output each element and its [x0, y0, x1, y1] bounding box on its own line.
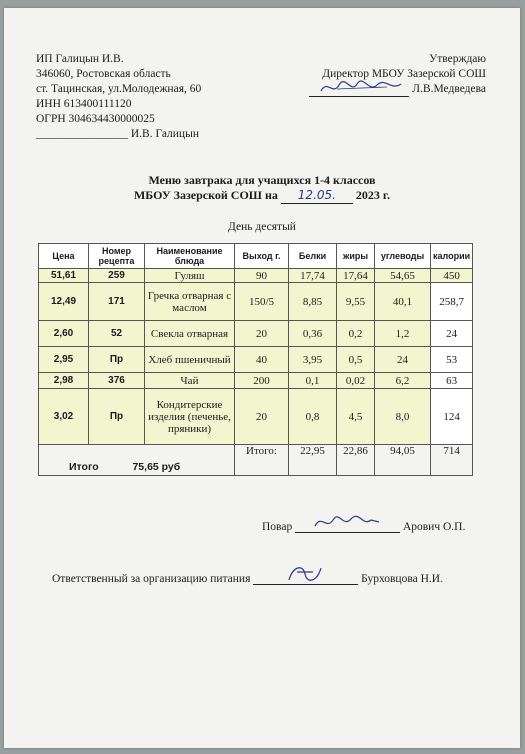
- responsible-signature-line: [52, 572, 443, 585]
- header-protein: Белки: [289, 244, 337, 269]
- header-dish: Наименование блюда: [145, 244, 235, 269]
- cell-kcal: 450: [431, 269, 473, 283]
- total-label: Итого: [69, 461, 99, 473]
- supplier-name: ИП Галицын И.В.: [36, 53, 124, 65]
- total-kcal: 714: [431, 445, 473, 476]
- header-price: Цена: [39, 244, 89, 269]
- header-recipe: Номер рецепта: [89, 244, 145, 269]
- year: 2023 г.: [355, 188, 390, 202]
- table-row: [39, 389, 473, 445]
- header-kcal: калории: [431, 244, 473, 269]
- cell-kcal: 124: [431, 389, 473, 445]
- cell-fat: 9,55: [337, 283, 375, 321]
- handwritten-date: 12.05.: [281, 188, 353, 204]
- cell-protein: 0,1: [289, 373, 337, 389]
- table-row: [39, 347, 473, 373]
- cell-yield: 90: [235, 269, 289, 283]
- cell-fat: 4,5: [337, 389, 375, 445]
- cell-price: 2,98: [39, 373, 89, 389]
- supplier-inn: ИНН 613400111120: [36, 98, 132, 110]
- responsible-signature-scribble: [283, 562, 327, 586]
- document-page: [4, 8, 520, 748]
- director-name: Л.В.Медведева: [412, 83, 486, 95]
- cell-fat: 0,5: [337, 347, 375, 373]
- school-name: МБОУ Зазерской СОШ: [133, 188, 262, 202]
- cell-carbs: 1,2: [375, 321, 431, 347]
- cell-dish: Гуляш: [145, 269, 235, 283]
- cell-recipe: 171: [89, 283, 145, 321]
- cell-protein: 8,85: [289, 283, 337, 321]
- header-fat: жиры: [337, 244, 375, 269]
- title-line-1: Меню завтрака для учащихся 1-4 классов: [148, 173, 376, 187]
- table-row: [39, 283, 473, 321]
- cell-fat: 0,02: [337, 373, 375, 389]
- total-row: [39, 445, 473, 476]
- cell-yield: 40: [235, 347, 289, 373]
- cell-kcal: 24: [431, 321, 473, 347]
- total-carbs: 94,05: [375, 445, 431, 476]
- cell-recipe: Пр: [89, 347, 145, 373]
- cell-carbs: 6,2: [375, 373, 431, 389]
- menu-title: [4, 173, 520, 204]
- cell-carbs: 54,65: [375, 269, 431, 283]
- cell-dish: Хлеб пшеничный: [145, 347, 235, 373]
- header-carbs: углеводы: [375, 244, 431, 269]
- approval-position: Директор МБОУ Зазерской СОШ: [322, 68, 486, 80]
- approval-block: [309, 52, 486, 97]
- cell-protein: 17,74: [289, 269, 337, 283]
- cell-fat: 0,2: [337, 321, 375, 347]
- cell-yield: 200: [235, 373, 289, 389]
- table-row: [39, 321, 473, 347]
- approval-signature-row: [309, 82, 486, 97]
- cell-kcal: 258,7: [431, 283, 473, 321]
- supplier-address-2: ст. Тацинская, ул.Молодежная, 60: [36, 83, 202, 95]
- cell-carbs: 24: [375, 347, 431, 373]
- supplier-block: [36, 52, 201, 142]
- cell-price: 51,61: [39, 269, 89, 283]
- cell-dish: Кондитерские изделия (печенье, пряники): [145, 389, 235, 445]
- cell-price: 3,02: [39, 389, 89, 445]
- date-preposition: на: [264, 188, 278, 202]
- cell-price: 2,60: [39, 321, 89, 347]
- total-protein: 22,95: [289, 445, 337, 476]
- title-line-2: [4, 188, 520, 204]
- table-row: [39, 269, 473, 283]
- supplier-ogrn: ОГРН 304634430000025: [36, 113, 155, 125]
- cell-carbs: 8,0: [375, 389, 431, 445]
- cell-recipe: Пр: [89, 389, 145, 445]
- cell-protein: 0,36: [289, 321, 337, 347]
- total-label-2: Итого:: [235, 445, 289, 476]
- cell-protein: 0,8: [289, 389, 337, 445]
- cell-kcal: 63: [431, 373, 473, 389]
- day-label: День десятый: [228, 221, 296, 233]
- table-row: [39, 373, 473, 389]
- cook-name: Арович О.П.: [402, 521, 466, 533]
- cell-yield: 150/5: [235, 283, 289, 321]
- cell-carbs: 40,1: [375, 283, 431, 321]
- director-signature: [309, 82, 409, 97]
- responsible-label: Ответственный за организацию питания: [52, 573, 251, 585]
- cell-yield: 20: [235, 389, 289, 445]
- header-yield: Выход г.: [235, 244, 289, 269]
- director-signature-scribble: [317, 76, 405, 98]
- cell-recipe: 259: [89, 269, 145, 283]
- cell-yield: 20: [235, 321, 289, 347]
- supplier-signature-line: ________________ И.В. Галицын: [36, 128, 199, 140]
- cook-signature-scribble: [313, 512, 383, 532]
- cell-dish: Чай: [145, 373, 235, 389]
- total-price-cell: [39, 445, 235, 476]
- table-header-row: [39, 244, 473, 269]
- approval-word: Утверждаю: [429, 53, 486, 65]
- cell-protein: 3,95: [289, 347, 337, 373]
- cook-signature: [295, 520, 400, 533]
- cook-signature-line: [262, 520, 465, 533]
- cell-price: 2,95: [39, 347, 89, 373]
- supplier-address-1: 346060, Ростовская область: [36, 68, 171, 80]
- cell-kcal: 53: [431, 347, 473, 373]
- cook-label: Повар: [262, 521, 293, 533]
- responsible-signature: [253, 572, 358, 585]
- cell-recipe: 376: [89, 373, 145, 389]
- cell-dish: Свекла отварная: [145, 321, 235, 347]
- total-fat: 22,86: [337, 445, 375, 476]
- cell-fat: 17,64: [337, 269, 375, 283]
- cell-dish: Гречка отварная с маслом: [145, 283, 235, 321]
- menu-table: [38, 243, 473, 476]
- cell-price: 12,49: [39, 283, 89, 321]
- cell-recipe: 52: [89, 321, 145, 347]
- total-sum: 75,65 руб: [132, 461, 181, 473]
- responsible-name: Бурховцова Н.И.: [361, 573, 443, 585]
